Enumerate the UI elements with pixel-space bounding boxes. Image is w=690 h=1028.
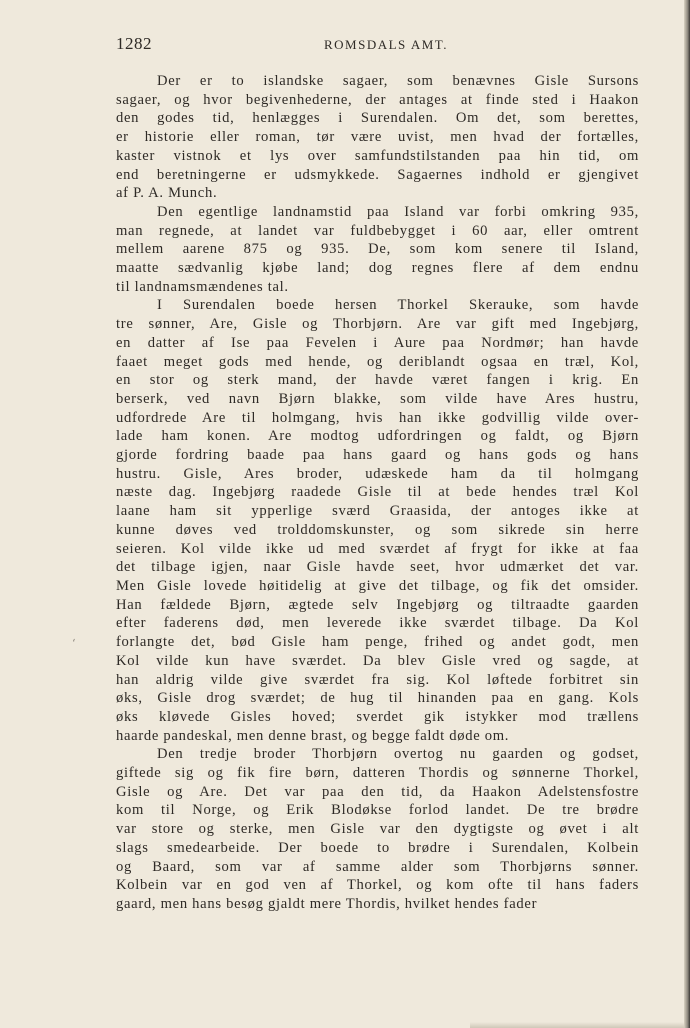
text-line: slags smedearbeide. Der boede to brødre i Surendalen, Kolbein xyxy=(116,839,639,856)
text-line: faaet meget gods med hende, og deriblandt ogsaa en træl, Kol, xyxy=(116,353,639,370)
text-line: tre sønner, Are, Gisle og Thorbjørn. Are var gift med Ingebjørg, xyxy=(116,316,639,333)
text-line: Den egentlige landnamstid paa Island var forbi omkring 935, xyxy=(157,203,639,220)
page-edge-shadow xyxy=(684,0,690,1028)
text-line: efter faderens død, men leverede ikke sværdet tilbage. Da Kol xyxy=(116,615,639,632)
paragraph xyxy=(116,72,639,203)
page-number: 1282 xyxy=(116,34,152,53)
text-line: var store og sterke, men Gisle var den dygtigste og øvet i alt xyxy=(116,821,639,838)
text-line: Han fældede Bjørn, ægtede selv Ingebjørg og tiltraadte gaarden xyxy=(116,596,639,613)
text-line: mellem aarene 875 og 935. De, som kom senere til Island, xyxy=(116,241,639,258)
text-line: er historie eller roman, tør være uvist, men hvad der fortælles, xyxy=(116,129,639,146)
text-line: det tilbage igjen, naar Gisle havde seet, hvor udmærket det var. xyxy=(116,559,639,576)
text-line: seieren. Kol vilde ikke ud med sværdet af frygt for ikke at faa xyxy=(116,540,639,557)
text-line: gjorde fordring baade paa hans gaard og hans gods og hans xyxy=(116,447,639,464)
text-line: kunne døves ved trolddomskunster, og som sikrede sin herre xyxy=(116,521,639,538)
text-line: sagaer, og hvor begivenhederne, der antages at finde sted i Haakon xyxy=(116,91,639,108)
text-line: af P. A. Munch. xyxy=(116,185,218,202)
text-line: næste dag. Ingebjørg raadede Gisle til at bede hendes træl Kol xyxy=(116,484,639,501)
text-line: lade ham konen. Are modtog udfordringen og faldt, og Bjørn xyxy=(116,428,639,445)
running-title: ROMSDALS AMT. xyxy=(323,37,448,52)
text-line: laane ham sit ypperlige sværd Graasida, der antoges ikke at xyxy=(116,503,639,520)
text-line: øks, Gisle drog sværdet; de hug til hinanden paa en gang. Kols xyxy=(116,690,639,707)
text-line: han aldrig vilde give sværdet fra sig. Kol løftede forbitret sin xyxy=(116,671,639,688)
text-line: maatte sædvanlig kjøbe land; dog regnes flere af dem endnu xyxy=(116,260,639,277)
paragraph xyxy=(116,296,639,745)
page-header xyxy=(116,34,656,54)
text-line: en datter af Ise paa Fevelen i Aure paa Nordmør; han havde xyxy=(116,334,639,351)
text-line: hustru. Gisle, Ares broder, udæskede ham da til holmgang xyxy=(116,465,639,482)
text-line: Kolbein var en god ven af Thorkel, og kom ofte til hans faders xyxy=(116,877,639,894)
text-line: haarde pandeskal, men denne brast, og begge faldt døde om. xyxy=(116,727,510,744)
paragraph xyxy=(116,203,639,297)
text-line: forlangte det, bød Gisle ham penge, frihed og andet godt, men xyxy=(116,634,639,651)
text-line: en stor og sterk mand, der havde været fangen i krig. En xyxy=(116,372,639,389)
text-line: den godes tid, henlægges i Surendalen. Om det, som berettes, xyxy=(116,110,639,127)
text-line: I Surendalen boede hersen Thorkel Skerauke, som havde xyxy=(157,297,639,314)
body-text xyxy=(116,72,639,914)
text-line: øks kløvede Gisles hoved; sverdet gik istykker mod trællens xyxy=(116,708,639,725)
text-line: kaster vistnok et lys over samfundstilstanden paa hin tid, om xyxy=(116,147,639,164)
text-line: berserk, ved navn Bjørn blakke, som vilde have Ares hustru, xyxy=(116,390,639,407)
text-line: Kol vilde kun have sværdet. Da blev Gisle vred og sagde, at xyxy=(116,652,639,669)
text-line: end beretningerne er udsmykkede. Sagaernes indhold er gjengivet xyxy=(116,166,639,183)
text-line: til landnamsmændenes tal. xyxy=(116,278,289,295)
text-line: giftede sig og fik fire børn, datteren Thordis og sønnerne Thorkel, xyxy=(116,765,639,782)
paragraph xyxy=(116,745,639,913)
text-line: Men Gisle lovede høitidelig at give det tilbage, og fik det omsider. xyxy=(116,577,639,594)
text-line: udfordrede Are til holmgang, hvis han ikke godvillig vilde over- xyxy=(116,409,639,426)
margin-mark: ʻ xyxy=(72,637,76,650)
text-line: gaard, men hans besøg gjaldt mere Thordis, hvilket hendes fader xyxy=(116,895,538,912)
text-line: kom til Norge, og Erik Blodøkse forlod landet. De tre brødre xyxy=(116,802,639,819)
page-bottom-edge xyxy=(470,1022,684,1028)
text-line: man regnede, at landet var fuldbebygget i 60 aar, eller omtrent xyxy=(116,222,639,239)
text-line: Den tredje broder Thorbjørn overtog nu gaarden og godset, xyxy=(157,746,639,763)
text-line: og Baard, som var af samme alder som Thorbjørns sønner. xyxy=(116,858,639,875)
text-line: Gisle og Are. Det var paa den tid, da Haakon Adelstensfostre xyxy=(116,783,639,800)
text-line: Der er to islandske sagaer, som benævnes Gisle Sursons xyxy=(157,73,639,89)
